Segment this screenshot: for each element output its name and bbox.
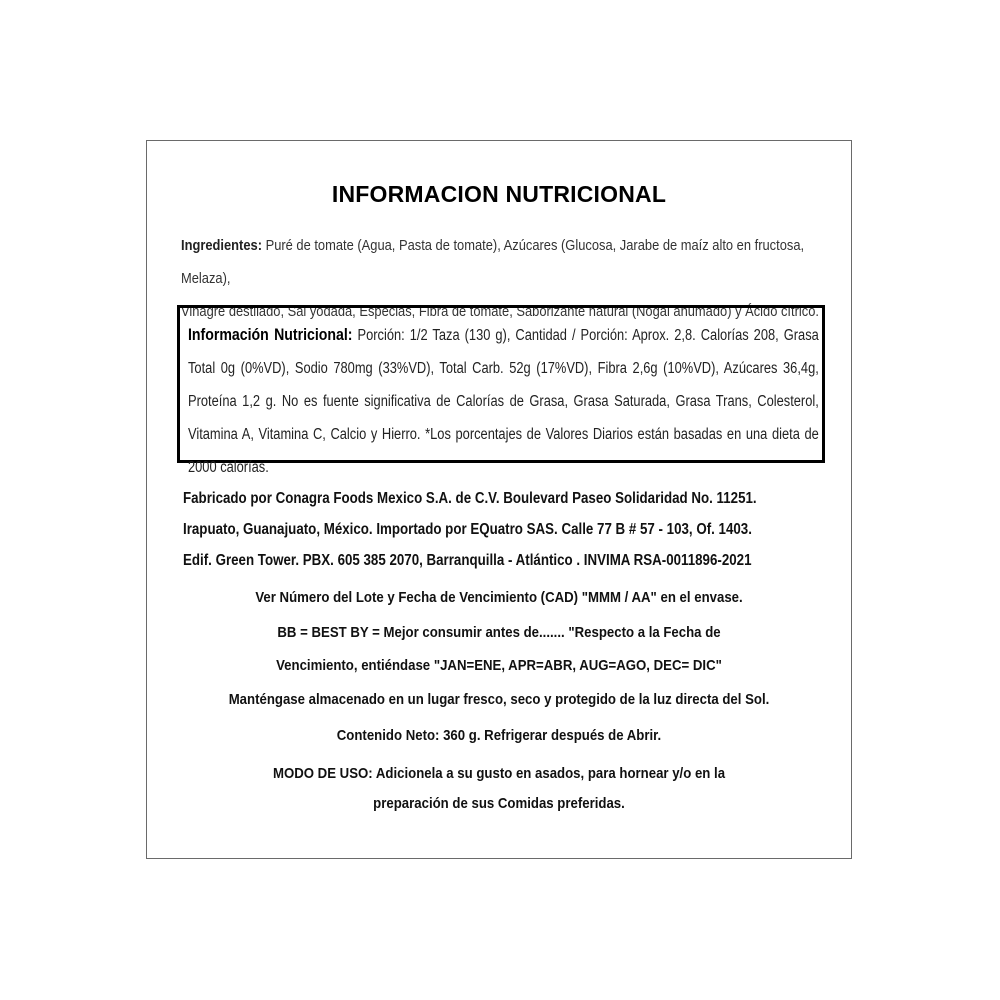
usage-line-1: MODO DE USO: Adicionela a su gusto en asados, para hornear y/o en la: [272, 765, 726, 782]
best-by-line-2: Vencimiento, entiéndase "JAN=ENE, APR=ABR, AUG=AGO, DEC= DIC": [276, 657, 722, 674]
lot-line: Ver Número del Lote y Fecha de Vencimiento (CAD) "MMM / AA" en el envase.: [255, 589, 743, 606]
best-by-note: [147, 618, 851, 681]
manufacturer-line-2: Irapuato, Guanajuato, México. Importado por EQuatro SAS. Calle 77 B # 57 - 103, Of. 1403.: [183, 521, 752, 538]
nutrition-facts-box: [177, 305, 825, 476]
label-title: INFORMACION NUTRICIONAL: [331, 181, 667, 207]
ingredients-text-1: Puré de tomate (Agua, Pasta de tomate), Azúcares (Glucosa, Jarabe de maíz alto en fructosa, Melaza),: [181, 237, 805, 287]
storage-line: Manténgase almacenado en un lugar fresco, seco y protegido de la luz directa del Sol.: [228, 691, 770, 708]
ingredients-line-1: [181, 229, 821, 295]
manufacturer-block: [183, 483, 819, 576]
net-content-line: Contenido Neto: 360 g. Refrigerar después de Abrir.: [336, 727, 662, 744]
manufacturer-line-1: Fabricado por Conagra Foods Mexico S.A. de C.V. Boulevard Paseo Solidaridad No. 11251.: [183, 490, 757, 507]
nutrition-label-panel: [146, 140, 852, 859]
lot-expiry-note: [147, 583, 851, 613]
usage-line-2: preparación de sus Comidas preferidas.: [373, 795, 625, 812]
manufacturer-line-3: Edif. Green Tower. PBX. 605 385 2070, Barranquilla - Atlántico . INVIMA RSA-0011896-2021: [183, 552, 752, 569]
best-by-line-1: BB = BEST BY = Mejor consumir antes de....... "Respecto a la Fecha de: [277, 624, 721, 641]
ingredients-line-2: Vinagre destilado, Sal yodada, Especias, Fibra de tomate, Saborizante natural (Nogal ahumado) y Ácido cítrico.: [181, 303, 819, 320]
ingredients-label: Ingredientes:: [181, 237, 263, 254]
nutrition-facts-text: [188, 318, 819, 484]
storage-note: [147, 685, 851, 715]
usage-note: [147, 759, 851, 819]
net-content-note: [147, 721, 851, 751]
nutrition-facts-body: Porción: 1/2 Taza (130 g), Cantidad / Porción: Aprox. 2,8. Calorías 208, Grasa Total 0g (0%VD), Sodio 780mg (33%VD), Total Carb. 52g (17%VD), Fibra 2,6g (10%VD), Azúcares 36,4g, Proteína 1,2 g. No es fuente significativa de Calorías de Grasa, Grasa Saturada, Grasa Trans, Colesterol, Vitamina A, Vitamina C, Calcio y Hierro. *Los porcentajes de Valores Diarios están basadas en una dieta de 2000 calorías.: [188, 327, 819, 476]
nutrition-facts-label: Información Nutricional:: [188, 325, 353, 344]
